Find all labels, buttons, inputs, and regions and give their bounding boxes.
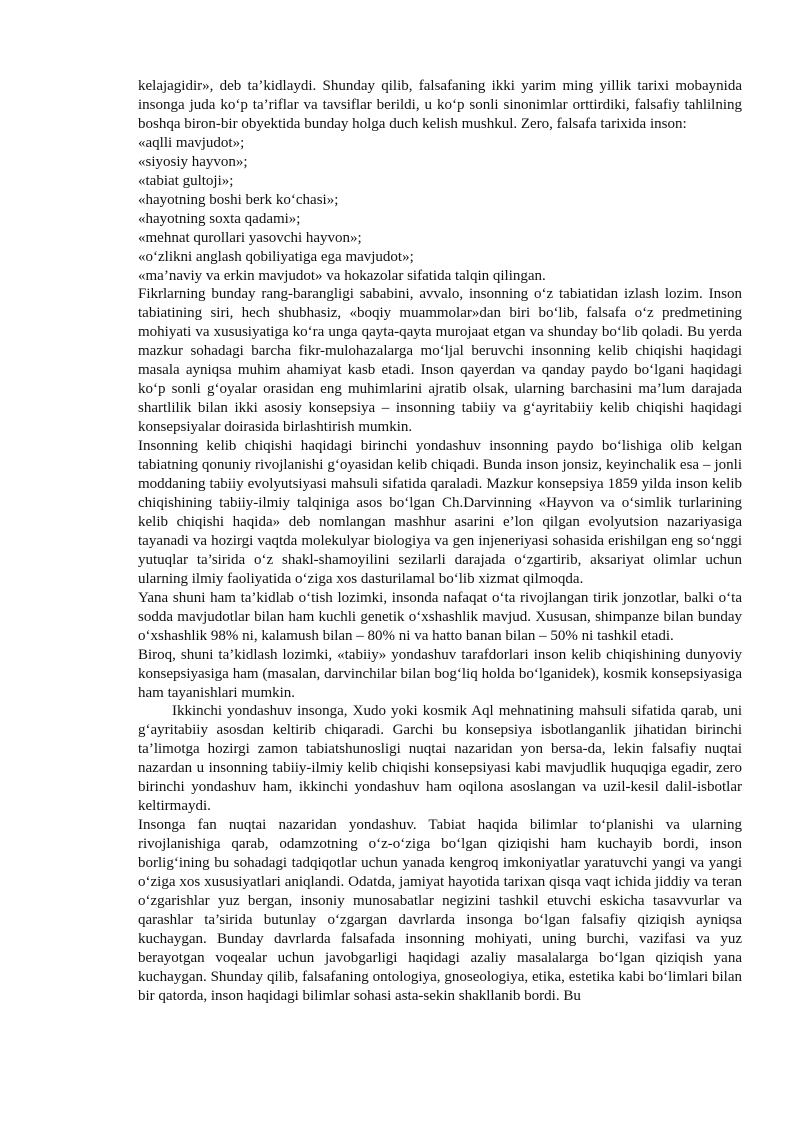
definition-item: «hayotning boshi berk ko‘chasi»; [138,191,339,208]
body-paragraph: Ikkinchi yondashuv insonga, Xudo yoki kosmik Aql mehnatining mahsuli sifatida qarab, uni g‘ayritabiiy asosdan keltirib chiqaradi. Garchi bu konsepsiya isbotlanganlik jihatidan birinchi ta’limotga hozirgi zamon tabiatshunosligi nuqtai nazaridan yon bersa-da, lekin falsafiy nuqtai nazardan u insonning tabiiy-ilmiy kelib chiqishi konsepsiyasi kabi mavjudlik huquqiga egadir, zero birinchi yondashuv ham, ikkinchi yondashuv ham oqilona asoslangan va uzil-kesil dalil-isbotlar keltirmaydi. [138,703,742,815]
definition-item: «ma’naviy va erkin mavjudot» va hokazolar sifatida talqin qilingan. [138,267,546,284]
body-paragraph: Insonga fan nuqtai nazaridan yondashuv. Tabiat haqida bilimlar to‘planishi va ularning rivojlanishiga qarab, odamzotning o‘z-o‘ziga bo‘lgan qiziqishi ham kuchayib bordi, inson borlig‘ining bu sohadagi tadqiqotlar uchun yanada kengroq imkoniyatlar yaratuvchi yangi va yangi o‘ziga xos xususiyatlari aniqlandi. Odatda, jamiyat hayotida tarixan qisqa vaqt ichida jiddiy va teran o‘zgarishlar yuz bergan, insoniy munosabatlar negizini tashkil etuvchi eskicha tasavvurlar va qarashlar ta’sirida butunlay o‘zgargan davrlarda insonga bo‘lgan falsafiy qiziqish ayniqsa kuchaygan. Bunday davrlarda falsafada insonning mohiyati, uning burchi, vazifasi va yuz berayotgan voqealar uchun javobgarligi haqidagi azaliy masalalarga bo‘lgan qiziqish yana kuchaygan. Shunday qilib, falsafaning ontologiya, gnoseologiya, etika, estetika kabi bo‘limlari bilan bir qatorda, inson haqidagi bilimlar sohasi asta-sekin shakllanib bordi. Bu [138,817,742,1004]
definition-list [138,134,742,286]
body-paragraph: Fikrlarning bunday rang-barangligi sababini, avvalo, insonning o‘z tabiatidan izlash lozim. Inson tabiatining siri, hech shubhasiz, «boqiy muammolar»dan biri bo‘lib, falsafa o‘z predmetining mohiyati va xususiyatiga ko‘ra unga qayta-qayta murojaat etgan va shunday bo‘lib qoladi. Bu yerda mazkur sohadagi barcha fikr-mulohazalarga mo‘ljal beruvchi insonning kelib chiqishi haqidagi masala ayniqsa muhim ahamiyat kasb etadi. Inson qayerdan va qanday paydo bo‘lgani haqidagi ko‘p sonli g‘oyalar orasidan eng muhimlarini ajratib olsak, ularning barchasini ma’lum darajada shartlilik bilan ikki asosiy konsepsiya – insonning tabiiy va g‘ayritabiiy kelib chiqishi haqidagi konsepsiyalar doirasida birlashtirish mumkin. [138,286,742,436]
definition-item: «tabiat gultoji»; [138,172,234,189]
definition-item: «o‘zlikni anglash qobiliyatiga ega mavjudot»; [138,248,414,265]
body-paragraph: Biroq, shuni ta’kidlash lozimki, «tabiiy» yondashuv tarafdorlari inson kelib chiqishining dunyoviy konsepsiyasiga ham (masalan, darvinchilar bilan bog‘liq holda bo‘lganidek), kosmik konsepsiyasiga ham tayanishlari mumkin. [138,646,742,701]
body-paragraph: Insonning kelib chiqishi haqidagi birinchi yondashuv insonning paydo bo‘lishiga olib kelgan tabiatning qonuniy rivojlanishi g‘oyasidan kelib chiqadi. Bunda inson jonsiz, keyinchalik esa – jonli moddaning tabiiy evolyutsiyasi mahsuli sifatida qaraladi. Mazkur konsepsiya 1859 yilda inson kelib chiqishining tabiiy-ilmiy talqiniga asos bo‘lgan Ch.Darvinning «Hayvon va o‘simlik turlarining kelib chiqishi haqida» deb nomlangan mashhur asarini e’lon qilgan evolyutsion nazariyasiga tayanadi va hozirgi vaqtda molekulyar biologiya va gen injeneriyasi sohasida erishilgan eng so‘nggi yutuqlar ta’sirida o‘z shakl-shamoyilini sezilarli darajada o‘zgartirib, aksariyat olimlar uchun ularning ilmiy faoliyatida o‘ziga xos dasturilamal bo‘lib xizmat qilmoqda. [138,438,742,587]
definition-item: «aqlli mavjudot»; [138,134,245,151]
definition-item: «siyosiy hayvon»; [138,153,248,170]
definition-item: «mehnat qurollari yasovchi hayvon»; [138,229,362,246]
document-page [138,77,742,1006]
body-paragraph: Yana shuni ham ta’kidlab o‘tish lozimki, insonda nafaqat o‘ta rivojlangan tirik jonzotlar, balki o‘ta sodda mavjudotlar bilan ham kuchli genetik o‘xshashlik mavjud. Xususan, shimpanze bilan bunday o‘xshashlik 98% ni, kalamush bilan – 80% ni va hatto banan bilan – 50% ni tashkil etadi. [138,589,742,644]
definition-item: «hayotning soxta qadami»; [138,210,301,227]
intro-paragraph: kelajagidir», deb ta’kidlaydi. Shunday qilib, falsafaning ikki yarim ming yillik tarixi mobaynida insonga juda ko‘p ta’riflar va tavsiflar berildi, u ko‘p sonli sinonimlar orttirdiki, falsafiy tahlilning boshqa biron-bir obyektida bunday holga duch kelish mushkul. Zero, falsafa tarixida inson: [138,78,742,132]
